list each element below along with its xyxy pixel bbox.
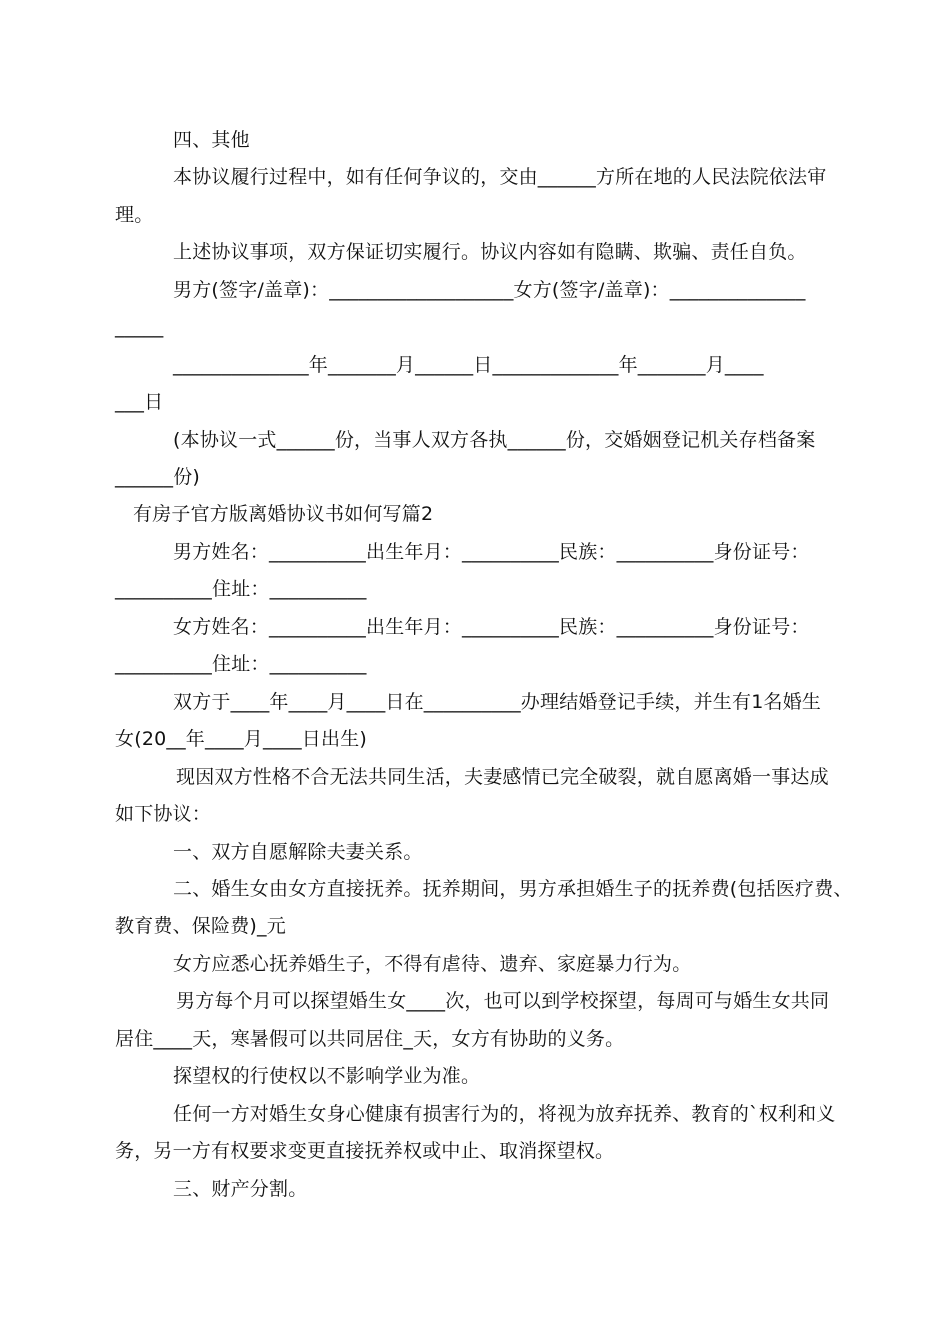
paragraph-line: 务，另一方有权要求变更直接抚养权或中止、取消探望权。: [115, 1140, 615, 1162]
clause-line: 一、双方自愿解除夫妻关系。: [173, 841, 423, 863]
paragraph-line: (本协议一式______份，当事人双方各执______份，交婚姻登记机关存档备案: [173, 429, 816, 451]
form-line: 女方姓名：__________出生年月：__________民族：__________身份证号：: [173, 616, 810, 638]
clause-line: 教育费、保险费)_元: [115, 915, 286, 937]
date-line: ___日: [115, 391, 164, 413]
paragraph-line: 任何一方对婚生女身心健康有损害行为的，将视为放弃抚养、教育的`权利和义: [173, 1103, 836, 1125]
paragraph-line: 本协议履行过程中，如有任何争议的，交由______方所在地的人民法院依法审: [173, 166, 827, 188]
paragraph-line: 如下协议：: [115, 803, 212, 825]
date-line: ______________年_______月______日_____________年_______月____: [173, 354, 764, 376]
section-heading-other: 四、其他: [173, 129, 250, 151]
paragraph-line: 上述协议事项，双方保证切实履行。协议内容如有隐瞒、欺骗、责任自负。: [173, 241, 807, 263]
paragraph-line: 探望权的行使权以不影响学业为准。: [173, 1065, 481, 1087]
signature-line: _____: [115, 316, 164, 338]
form-line: __________住址：__________: [115, 653, 367, 675]
signature-line: 男方(签字/盖章)：___________________女方(签字/盖章)：______________: [173, 279, 806, 301]
paragraph-line: 女(20__年____月____日出生): [115, 728, 368, 750]
paragraph-line: 双方于____年____月____日在__________办理结婚登记手续，并生有1名婚生: [173, 691, 822, 713]
section-heading-property: 三、财产分割。: [173, 1178, 308, 1200]
clause-line: 二、婚生女由女方直接抚养。抚养期间，男方承担婚生子的抚养费(包括医疗费、: [173, 878, 853, 900]
form-line: __________住址：__________: [115, 578, 367, 600]
paragraph-line: ______份): [115, 466, 201, 488]
paragraph-line: 女方应悉心抚养婚生子，不得有虐待、遗弃、家庭暴力行为。: [173, 953, 692, 975]
paragraph-line: 现因双方性格不合无法共同生活，夫妻感情已完全破裂，就自愿离婚一事达成: [176, 766, 829, 788]
article-title: 有房子官方版离婚协议书如何写篇2: [133, 503, 434, 525]
paragraph-line: 男方每个月可以探望婚生女____次，也可以到学校探望，每周可与婚生女共同: [176, 990, 830, 1012]
form-line: 男方姓名：__________出生年月：__________民族：__________身份证号：: [173, 541, 810, 563]
paragraph-line: 居住____天，寒暑假可以共同居住_天，女方有协助的义务。: [115, 1028, 625, 1050]
paragraph-line: 理。: [115, 204, 154, 226]
